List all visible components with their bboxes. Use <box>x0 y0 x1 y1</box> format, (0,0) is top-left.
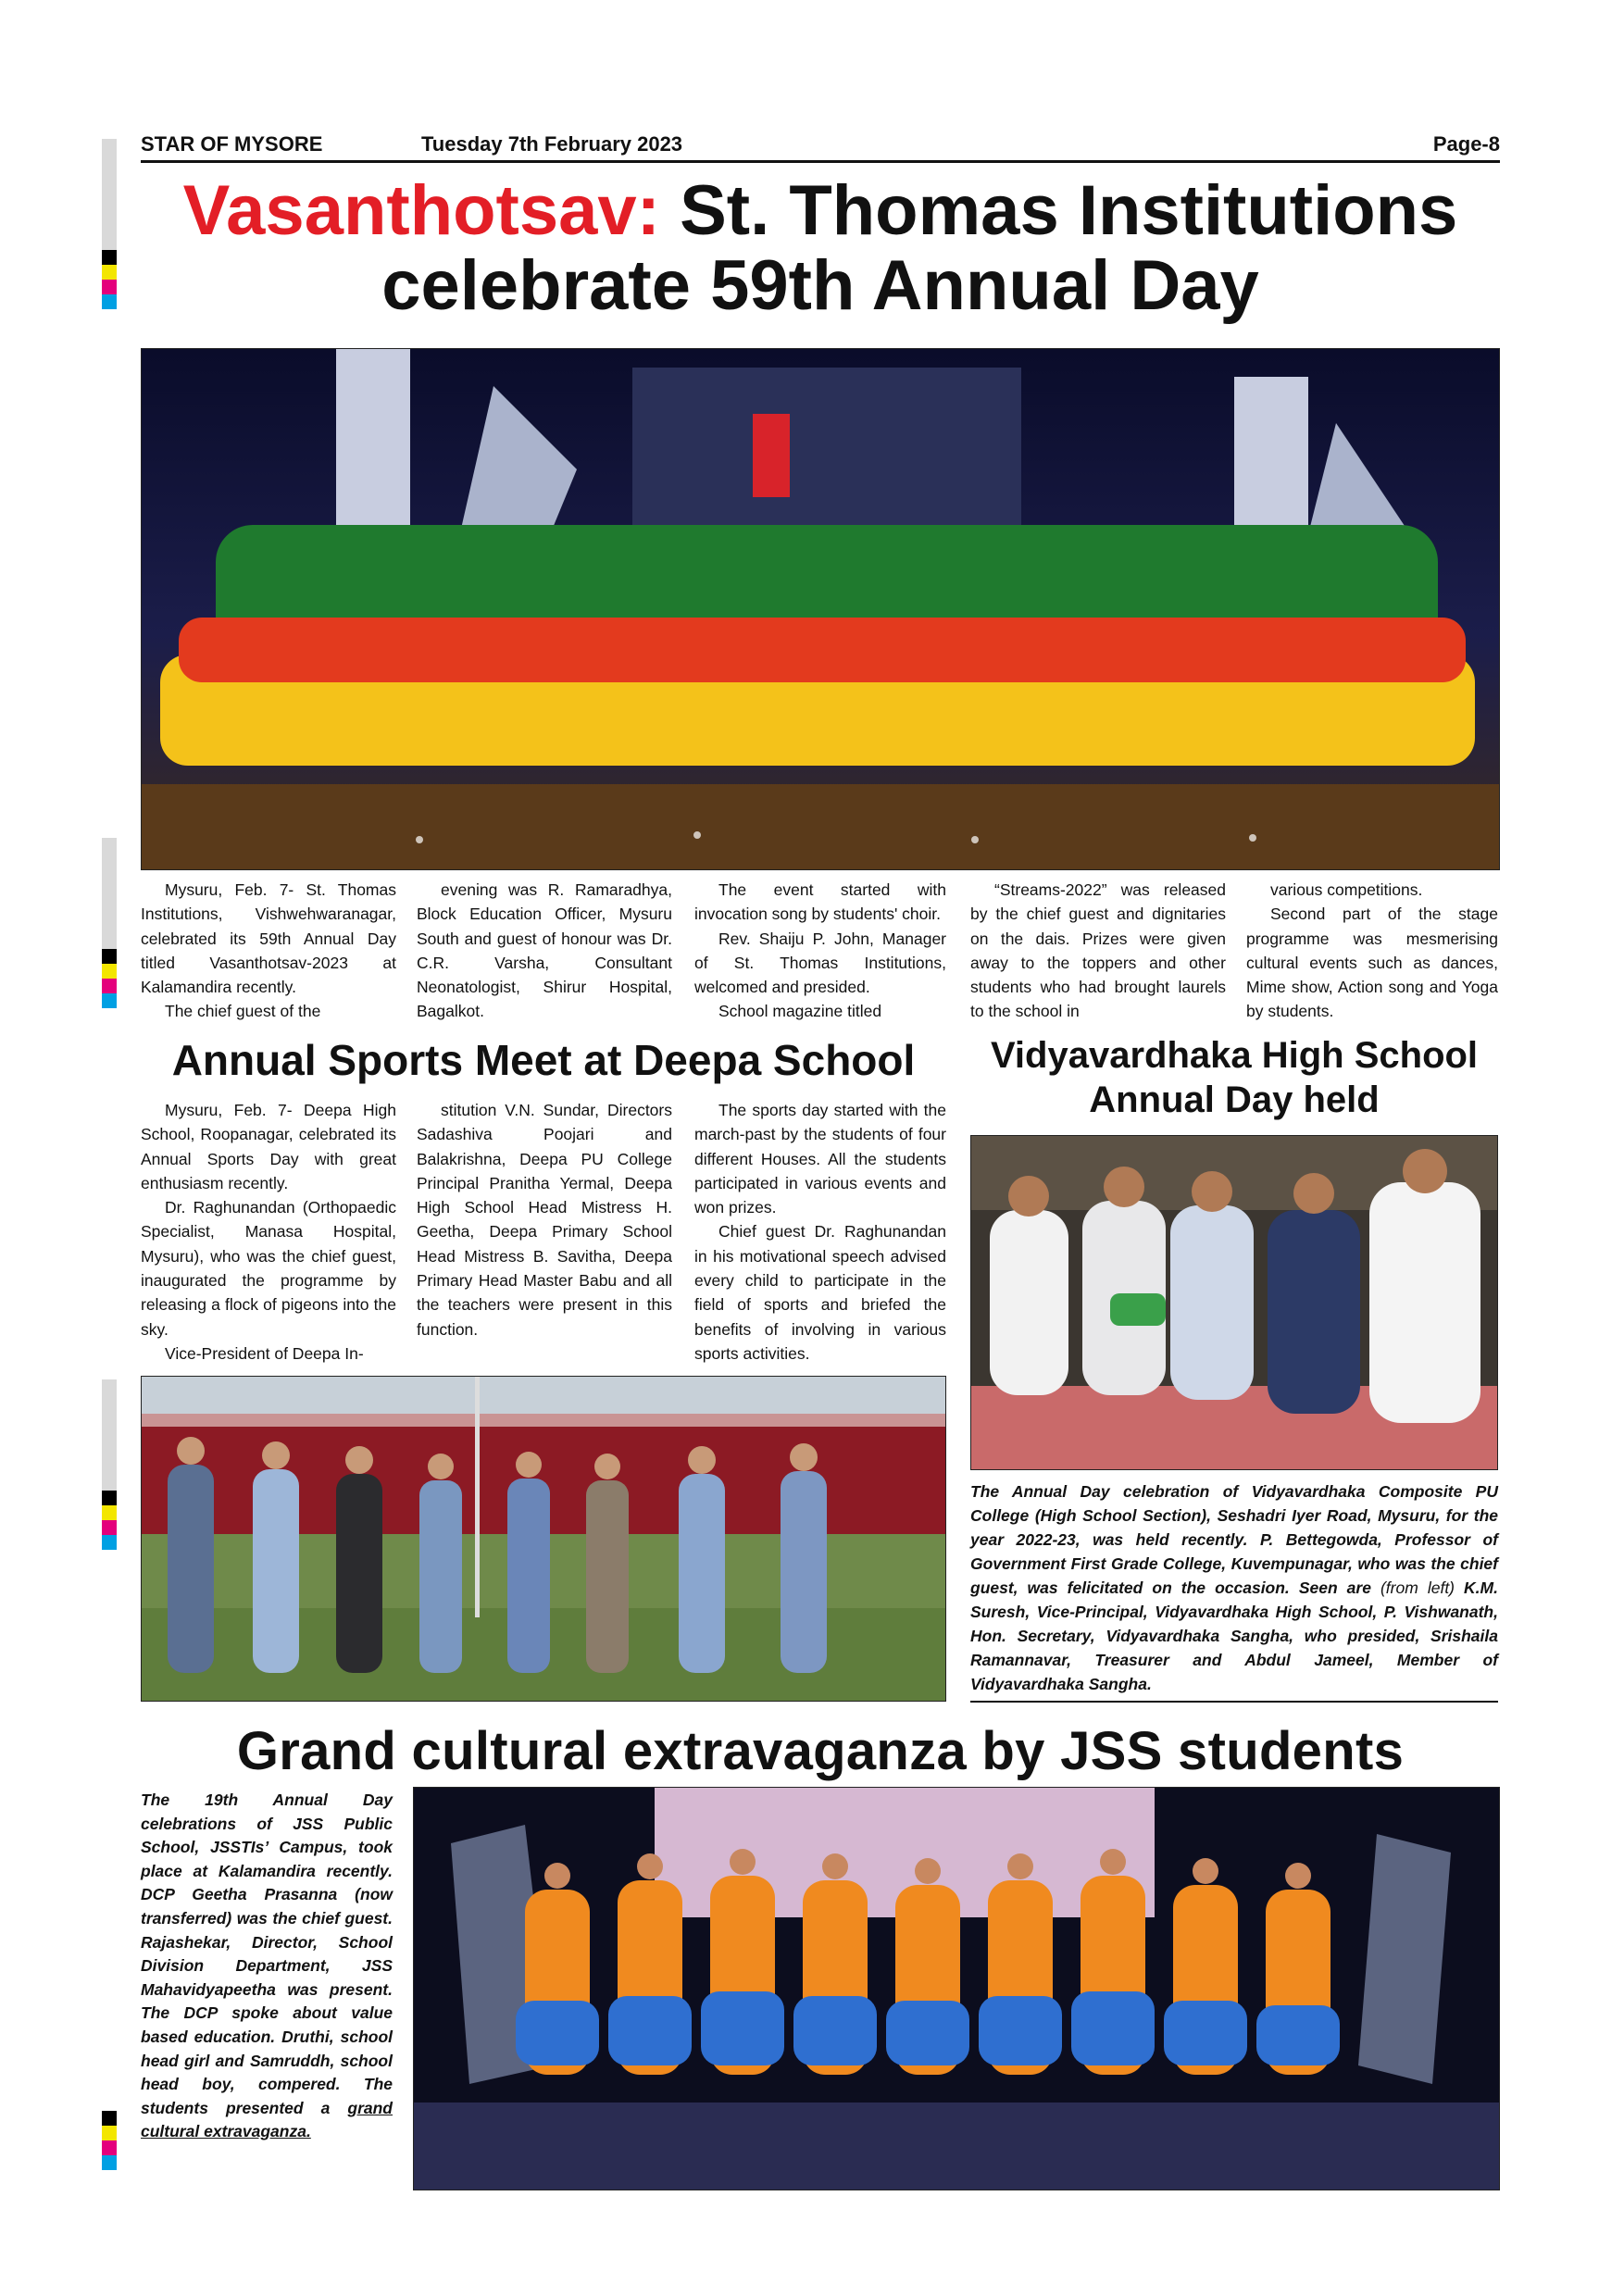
stage-dance-photo <box>141 348 1500 870</box>
felicitation-caption: The Annual Day celebration of Vidyavardhaka Composite PU College (High School Section), Seshadri Iyer Road, Mysuru, for the year 2022-23, was held recently. P. Bettegowda, Professor of Government First Grade College, Kuvempunagar, who was the chief guest, was felicitated on the occasion. Seen are (from left) K.M. Suresh, Vice-Principal, Vidyavardhaka High School, P. Vishwanath, Hon. Secretary, Vidyavardhaka Sangha, who presided, Srishaila Ramannavar, Treasurer and Abdul Jameel, Member of Vidyavardhaka Sangha. <box>970 1482 1498 1693</box>
registration-mark <box>102 2111 117 2170</box>
cultural-caption: The 19th Annual Day celebrations of JSS Public School, JSSTIs’ Campus, took place at Kalamandira recently. DCP Geetha Prasanna (now transferred) was the chief guest. Rajashekar, Director, School Division Department, JSS Mahavidyapeetha was present. The DCP spoke about value based education. Druthi, school head girl and Samruddh, school head boy, compered. The students presented a grand cultural extravaganza. <box>141 1791 393 2141</box>
story1-column-1: Mysuru, Feb. 7- St. Thomas Institutions, Vishwehwaranagar, celebrated its 59th Annual Day titled Vasanthotsav-2023 at Kalamandira recently. The chief guest of the <box>141 880 396 1021</box>
paper-name: STAR OF MYSORE <box>141 132 323 156</box>
masthead-rule <box>141 160 1500 163</box>
story1-column-5: various competitions. Second part of the stage programme was mesmerising cultural events such as dances, Mime show, Action song and Yoga by students. <box>1246 880 1498 1021</box>
issue-date: Tuesday 7th February 2023 <box>421 132 683 156</box>
felicitation-photo <box>970 1135 1498 1470</box>
story2-headline: Annual Sports Meet at Deepa School <box>171 1036 916 1084</box>
registration-mark <box>102 1379 117 1550</box>
story4-headline: Grand cultural extravaganza by JSS students <box>236 1721 1405 1781</box>
headline-highlight: Vasanthotsav: <box>182 171 660 250</box>
page-number: Page-8 <box>1432 132 1500 156</box>
story2-column-3: The sports day started with the march-past by the students of four different Houses. All the students participated in various events and won prizes. Chief guest Dr. Raghunandan in his motivational speech advised every child to participate in the field of sports and briefed the benefits of involving in various sports activities. <box>694 1101 946 1363</box>
story1-headline: Vasanthotsav: St. Thomas Institutions celebrate 59th Annual Day <box>182 171 1458 325</box>
sports-meet-group-photo <box>141 1376 946 1702</box>
story1-column-4: “Streams-2022” was released by the chief guest and dignitaries on the dais. Prizes were given away to the toppers and other students who had brought laurels to the school in <box>970 880 1226 1021</box>
story2-column-2: stitution V.N. Sundar, Directors Sadashiva Poojari and Balakrishna, Deepa PU College Principal Pranitha Yermal, Deepa High School Head Mistress H. Geetha, Deepa Primary School Head Mistress B. Savitha, Deepa Primary Head Master Babu and all the teachers were present in this function. <box>417 1101 672 1339</box>
caption-rule <box>970 1701 1498 1703</box>
story3-headline: Vidyavardhaka High School Annual Day held <box>990 1035 1479 1120</box>
registration-mark <box>102 139 117 309</box>
story1-column-3: The event started with invocation song by students' choir. Rev. Shaiju P. John, Manager of St. Thomas Institutions, welcomed and presided. School magazine titled <box>694 880 946 1021</box>
registration-mark <box>102 838 117 1008</box>
bharatanatyam-dance-photo <box>413 1787 1500 2190</box>
story1-column-2: evening was R. Ramaradhya, Block Education Officer, Mysuru South and guest of honour was Dr. C.R. Varsha, Consultant Neonatologist, Shirur Hospital, Bagalkot. <box>417 880 672 1021</box>
story2-column-1: Mysuru, Feb. 7- Deepa High School, Roopanagar, celebrated its Annual Sports Day with great enthusiasm recently. Dr. Raghunandan (Orthopaedic Specialist, Manasa Hospital, Mysuru), who was the chief guest, inaugurated the programme by releasing a flock of pigeons into the sky. Vice-President of Deepa In- <box>141 1101 396 1363</box>
